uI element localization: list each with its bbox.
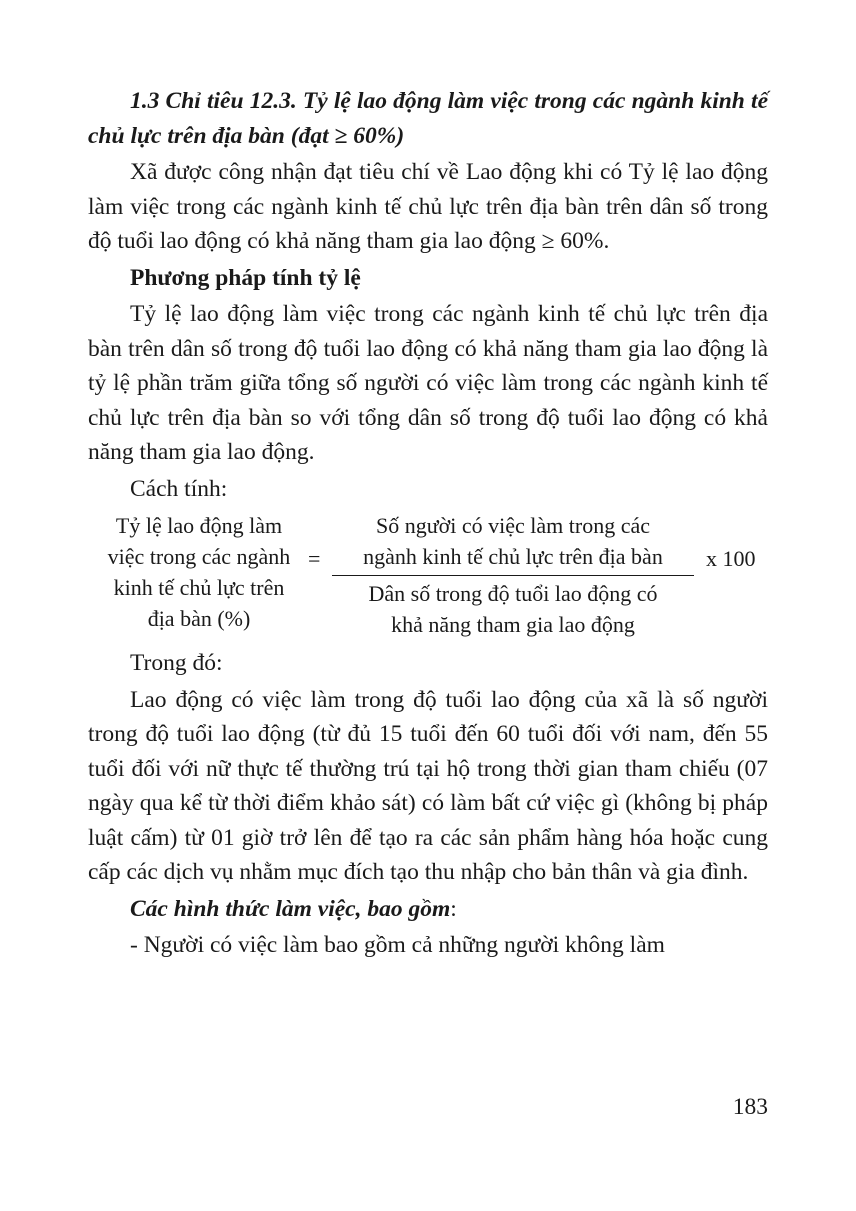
calc-label: Cách tính: [130, 475, 228, 502]
forms-heading-line [88, 892, 768, 927]
forms-paragraph: - Người có việc làm bao gồm cả những người không làm [130, 932, 665, 958]
definition-paragraph: Lao động có việc làm trong độ tuổi lao động của xã là số người trong độ tuổi lao động (từ đủ 15 tuổi đến 60 tuổi đối với nam, đến 55 tuổi đối với nữ thực tế thường trú tại hộ trong thời gian tham chiếu (07 ngày qua kể từ thời điểm khảo sát) có làm bất cứ việc gì (không bị pháp luật cấm) từ 01 giờ trở lên để tạo ra các sản phẩm hàng hóa hoặc cung cấp các dịch vụ nhằm mục đích tạo thu nhập cho bản thân và gia đình. [88, 686, 768, 885]
document-page [88, 84, 768, 965]
where-label: Trong đó: [130, 650, 223, 676]
section-heading: 1.3 Chỉ tiêu 12.3. Tỷ lệ lao động làm việc trong các ngành kinh tế chủ lực trên địa bàn (đạt ≥ 60%) [88, 88, 768, 149]
formula-lhs-line: việc trong các ngành [107, 544, 291, 569]
formula-lhs [88, 510, 310, 634]
formula-denominator-line: Dân số trong độ tuổi lao động có [368, 581, 658, 606]
formula-numerator-line: Số người có việc làm trong các [375, 513, 651, 538]
formula-lhs-line: địa bàn (%) [147, 606, 251, 631]
page-number: 183 [732, 1094, 768, 1120]
formula-numerator [328, 510, 698, 575]
forms-heading: Các hình thức làm việc, bao gồm [130, 895, 451, 922]
formula-multiplier: x 100 [706, 546, 756, 571]
formula-numerator-line: ngành kinh tế chủ lực trên địa bàn [363, 544, 663, 569]
method-paragraph: Tỷ lệ lao động làm việc trong các ngành kinh tế chủ lực trên địa bàn trên dân số trong độ tuổi lao động có khả năng tham gia lao động là tỷ lệ phần trăm giữa tổng số người có việc làm trong các ngành kinh tế chủ lực trên địa bàn so với tổng dân số trong độ tuổi lao động có khả năng tham gia lao động. [88, 301, 768, 465]
formula [88, 510, 768, 638]
formula-denominator [328, 576, 698, 640]
formula-equals: = [308, 546, 321, 571]
formula-fraction [328, 510, 698, 640]
formula-denominator-line: khả năng tham gia lao động [391, 612, 635, 637]
formula-lhs-line: Tỷ lệ lao động làm [115, 513, 283, 538]
method-heading: Phương pháp tính tỷ lệ [130, 264, 361, 291]
forms-heading-colon: : [450, 895, 457, 922]
formula-lhs-line: kinh tế chủ lực trên [113, 575, 285, 600]
criteria-paragraph: Xã được công nhận đạt tiêu chí về Lao động khi có Tỷ lệ lao động làm việc trong các ngành kinh tế chủ lực trên địa bàn trên dân số trong độ tuổi lao động có khả năng tham gia lao động ≥ 60%. [88, 159, 768, 254]
